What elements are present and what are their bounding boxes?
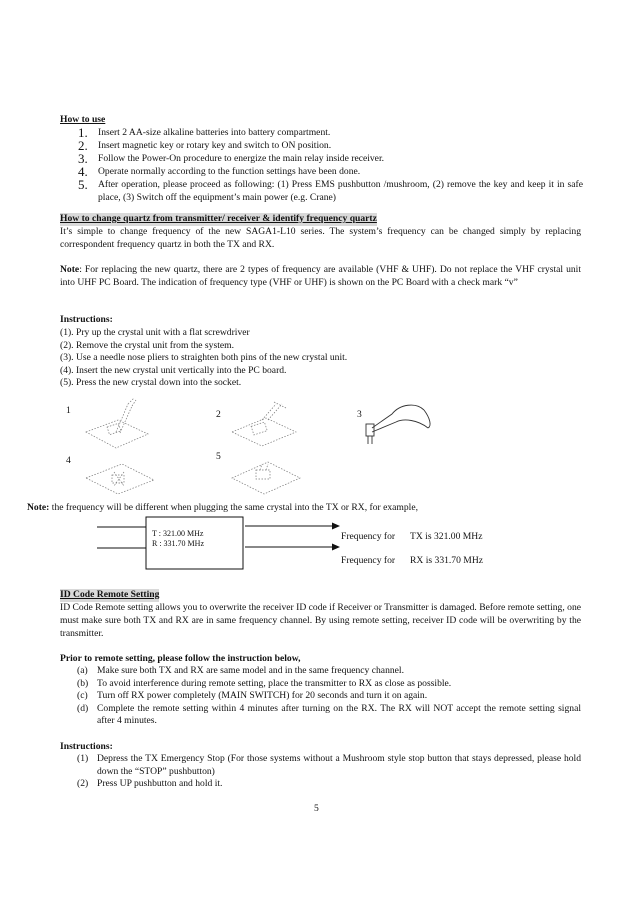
quartz-instruction: (4). Insert the new crystal unit vertically into the PC board. [60, 365, 287, 376]
crystal-rx-frequency: R : 331.70 MHz [152, 539, 204, 548]
prior-item-label: (b) [77, 677, 89, 689]
note-label: Note [60, 264, 80, 275]
figure-label: 4 [66, 455, 71, 466]
step-number: 3. [78, 151, 88, 166]
id-instruction-text: Depress the TX Emergency Stop (For those systems without a Mushroom style stop button that stays depressed, please hold down the “STOP” pushbutton) [97, 753, 581, 777]
frequency-note-text: the frequency will be different when plugging the same crystal into the TX or RX, for example, [49, 502, 419, 513]
quartz-instructions-heading: Instructions: [60, 314, 113, 325]
prior-item-label: (d) [77, 702, 89, 714]
quartz-instruction: (3). Use a needle nose pliers to straighten both pins of the new crystal unit. [60, 352, 348, 363]
result-tx-label: Frequency for [341, 531, 396, 542]
id-code-intro: ID Code Remote setting allows you to overwrite the receiver ID code if Receiver or Transmitter is damaged. Before remote setting, one must make sure both TX and RX are in same frequency channel. By using remote setting, receiver ID code will be overwriting by the transmitter. [60, 602, 581, 639]
figure-label: 5 [216, 451, 221, 462]
prior-heading: Prior to remote setting, please follow the instruction below, [60, 653, 301, 664]
step-text: Follow the Power-On procedure to energize the main relay inside receiver. [98, 153, 385, 164]
quartz-instruction: (2). Remove the crystal unit from the system. [60, 340, 234, 351]
figure-label: 2 [216, 409, 221, 420]
figure-label: 1 [66, 405, 71, 416]
crystal-tx-frequency: T : 321.00 MHz [152, 529, 204, 538]
quartz-instruction: (5). Press the new crystal down into the socket. [60, 377, 242, 388]
prior-item-text: Turn off RX power completely (MAIN SWITCH) for 20 seconds and turn it on again. [97, 690, 428, 701]
quartz-instruction: (1). Pry up the crystal unit with a flat screwdriver [60, 327, 250, 338]
step-number: 1. [78, 125, 88, 140]
step-number: 2. [78, 138, 88, 153]
how-to-use-heading: How to use [60, 114, 106, 125]
step-text: Operate normally according to the function settings have been done. [98, 166, 361, 177]
id-instruction-label: (2) [77, 778, 89, 789]
quartz-intro: It’s simple to change frequency of the new SAGA1-L10 series. The system’s frequency can be changed simply by replacing correspondent frequency quartz in both the TX and RX. [60, 226, 581, 250]
prior-item-label: (c) [77, 690, 88, 701]
frequency-note-label: Note: [27, 502, 50, 513]
step-number: 4. [78, 164, 88, 179]
figure-label: 3 [357, 409, 362, 420]
result-rx-value: RX is 331.70 MHz [410, 555, 484, 566]
arrow-rx-head [332, 544, 340, 551]
result-tx-value: TX is 321.00 MHz [410, 531, 483, 542]
note-text: : For replacing the new quartz, there are 2 types of frequency are available (VHF & UHF). Do not replace the VHF crystal unit into UHF PC Board. The indication of frequency type (VHF or UHF) is shown on the PC Board with a check mark “v” [60, 264, 581, 288]
page-number: 5 [314, 803, 319, 814]
id-code-heading: ID Code Remote Setting [60, 589, 160, 600]
result-rx-label: Frequency for [341, 555, 396, 566]
arrow-tx-head [332, 523, 340, 530]
quartz-heading: How to change quartz from transmitter/ receiver & identify frequency quartz [60, 213, 377, 224]
prior-item-label: (a) [77, 665, 88, 676]
prior-item-text: Complete the remote setting within 4 minutes after turning on the RX. The RX will NOT accept the remote setting signal after 4 minutes. [97, 702, 581, 727]
prior-item-text: Make sure both TX and RX are same model and in the same frequency channel. [97, 665, 404, 676]
step-text: Insert 2 AA-size alkaline batteries into battery compartment. [98, 127, 331, 138]
step-text: After operation, please proceed as following: (1) Press EMS pushbutton /mushroom, (2) remove the key and keep it in safe place, (3) Switch off the equipment’s main power (e.g. Crane) [98, 179, 583, 203]
id-instructions-heading: Instructions: [60, 741, 113, 752]
id-instruction-text: Press UP pushbutton and hold it. [97, 778, 223, 789]
id-instruction-label: (1) [77, 753, 89, 764]
step-number: 5. [78, 177, 88, 192]
step-text: Insert magnetic key or rotary key and switch to ON position. [98, 140, 332, 151]
prior-item-text: To avoid interference during remote setting, place the transmitter to RX as close as possible. [97, 677, 452, 689]
